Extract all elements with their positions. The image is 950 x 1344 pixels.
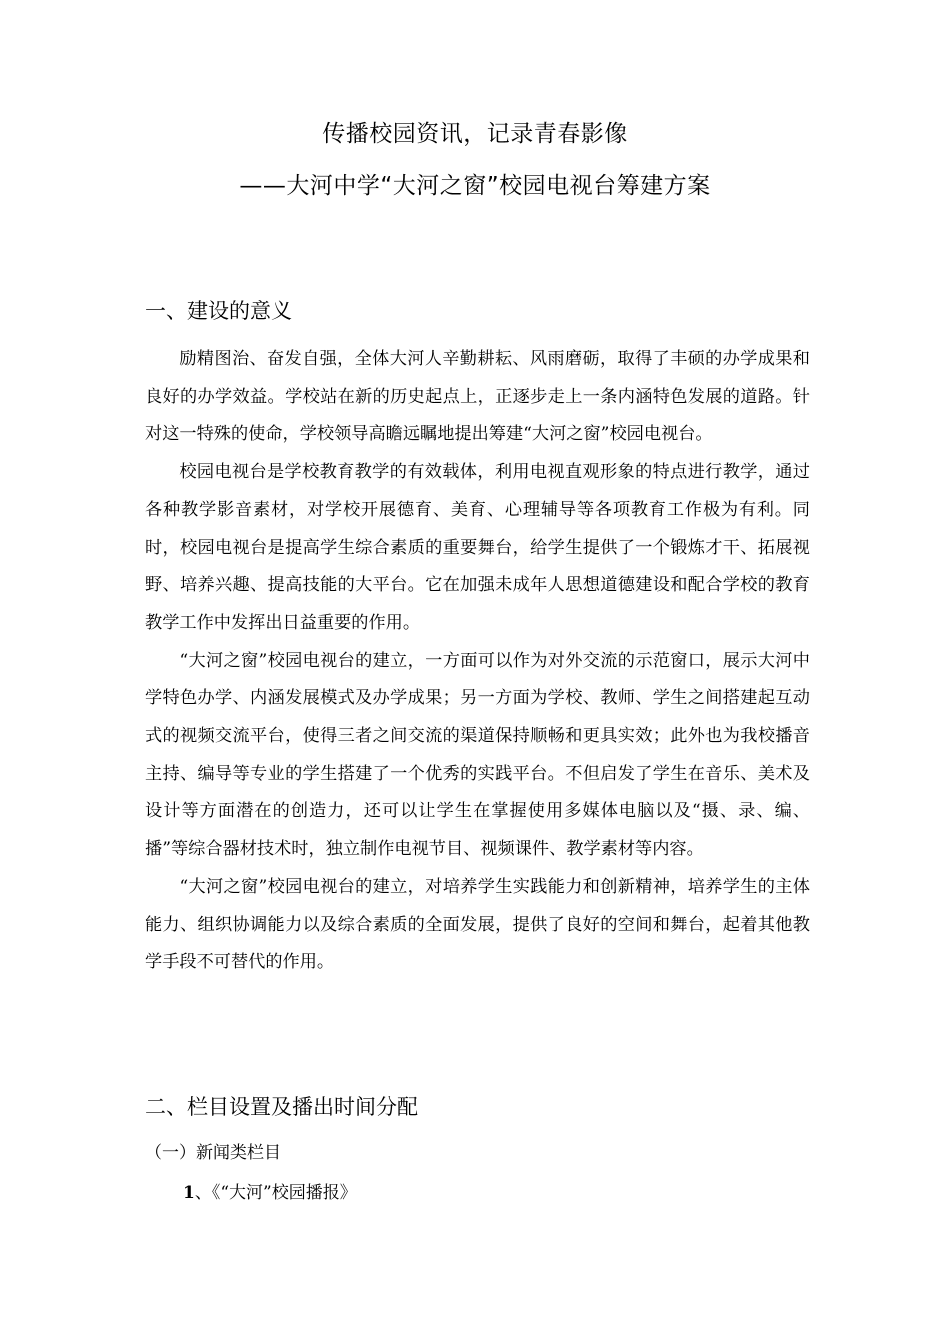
document-subtitle: ——大河中学“大河之窗”校园电视台筹建方案 xyxy=(239,173,711,199)
paragraph: “大河之窗”校园电视台的建立，对培养学生实践能力和创新精神，培养学生的主体能力、组织协调能力以及综合素质的全面发展，提供了良好的空间和舞台，起着其他教学手段不可替代的作用。 xyxy=(145,876,810,973)
paragraph: 校园电视台是学校教育教学的有效载体，利用电视直观形象的特点进行教学，通过各种教学影音素材，对学校开展德育、美育、心理辅导等各项教育工作极为有利。同时，校园电视台是提高学生综合素质的重要舞台，给学生提供了一个锻炼才干、拓展视野、培养兴趣、提高技能的大平台。它在加强未成年人思想道德建设和配合学校的教育教学工作中发挥出日益重要的作用。 xyxy=(145,462,810,633)
paragraph: 励精图治、奋发自强，全体大河人辛勤耕耘、风雨磨砺，取得了丰硕的办学成果和良好的办学效益。学校站在新的历史起点上，正逐步走上一条内涵特色发展的道路。针对这一特殊的使命，学校领导高瞻远瞩地提出筹建“大河之窗”校园电视台。 xyxy=(145,349,810,445)
section-heading-programs: 二、栏目设置及播出时间分配 xyxy=(145,1095,418,1119)
document-title: 传播校园资讯，记录青春影像 xyxy=(322,121,628,147)
program-item xyxy=(183,1179,357,1207)
program-item-title: 、《“大河”校园播报》 xyxy=(194,1183,357,1203)
paragraph: “大河之窗”校园电视台的建立，一方面可以作为对外交流的示范窗口，展示大河中学特色办学、内涵发展模式及办学成果；另一方面为学校、教师、学生之间搭建起互动式的视频交流平台，使得三者之间交流的渠道保持顺畅和更具实效；此外也为我校播音主持、编导等专业的学生搭建了一个优秀的实践平台。不但启发了学生在音乐、美术及设计等方面潜在的创造力，还可以让学生在掌握使用多媒体电脑以及“摄、录、编、播”等综合器材技术时，独立制作电视节目、视频课件、教学素材等内容。 xyxy=(145,650,810,860)
subsection-news-programs: （一）新闻类栏目 xyxy=(145,1143,281,1163)
section-heading-significance: 一、建设的意义 xyxy=(145,299,292,323)
section-body-significance xyxy=(145,341,810,982)
program-item-number: 1 xyxy=(183,1183,195,1203)
